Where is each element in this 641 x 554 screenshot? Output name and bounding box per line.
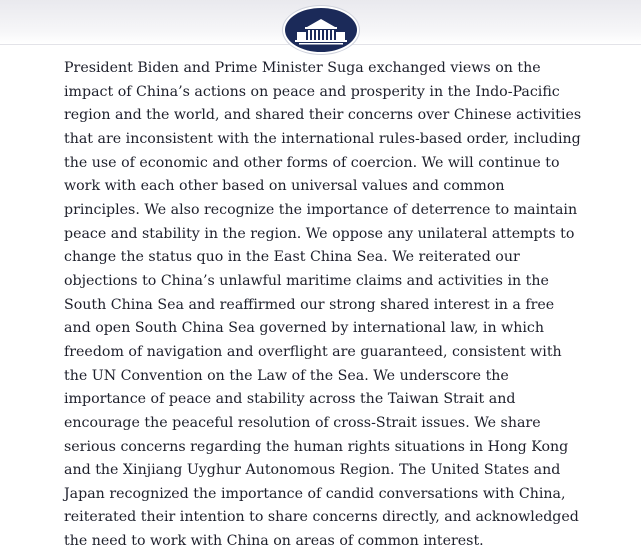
white-house-icon[interactable] xyxy=(283,6,359,54)
article-paragraph: President Biden and Prime Minister Suga exchanged views on the impact of China’s actions on peace and prosperity in the Indo-Pacific region and the world, and shared their concerns over Chinese activities that are inconsistent with the international rules-based order, including the use of economic and other forms of coercion. We will continue to work with each other based on universal values and common principles. We also recognize the importance of deterrence to maintain peace and stability in the region. We oppose any unilateral attempts to change the status quo in the East China Sea. We reiterated our objections to China’s unlawful maritime claims and activities in the South China Sea and reaffirmed our strong shared interest in a free and open South China Sea governed by international law, in which freedom of navigation and overflight are guaranteed, consistent with the UN Convention on the Law of the Sea. We underscore the importance of peace and stability across the Taiwan Strait and encourage the peaceful resolution of cross-Strait issues. We share serious concerns regarding the human rights situations in Hong Kong and the Xinjiang Uyghur Autonomous Region. The United States and Japan recognized the importance of candid conversations with China, reiterated their intention to share concerns directly, and acknowledged the need to work with China on areas of common interest. xyxy=(64,60,582,550)
white-house-logo-graphic xyxy=(285,8,357,52)
